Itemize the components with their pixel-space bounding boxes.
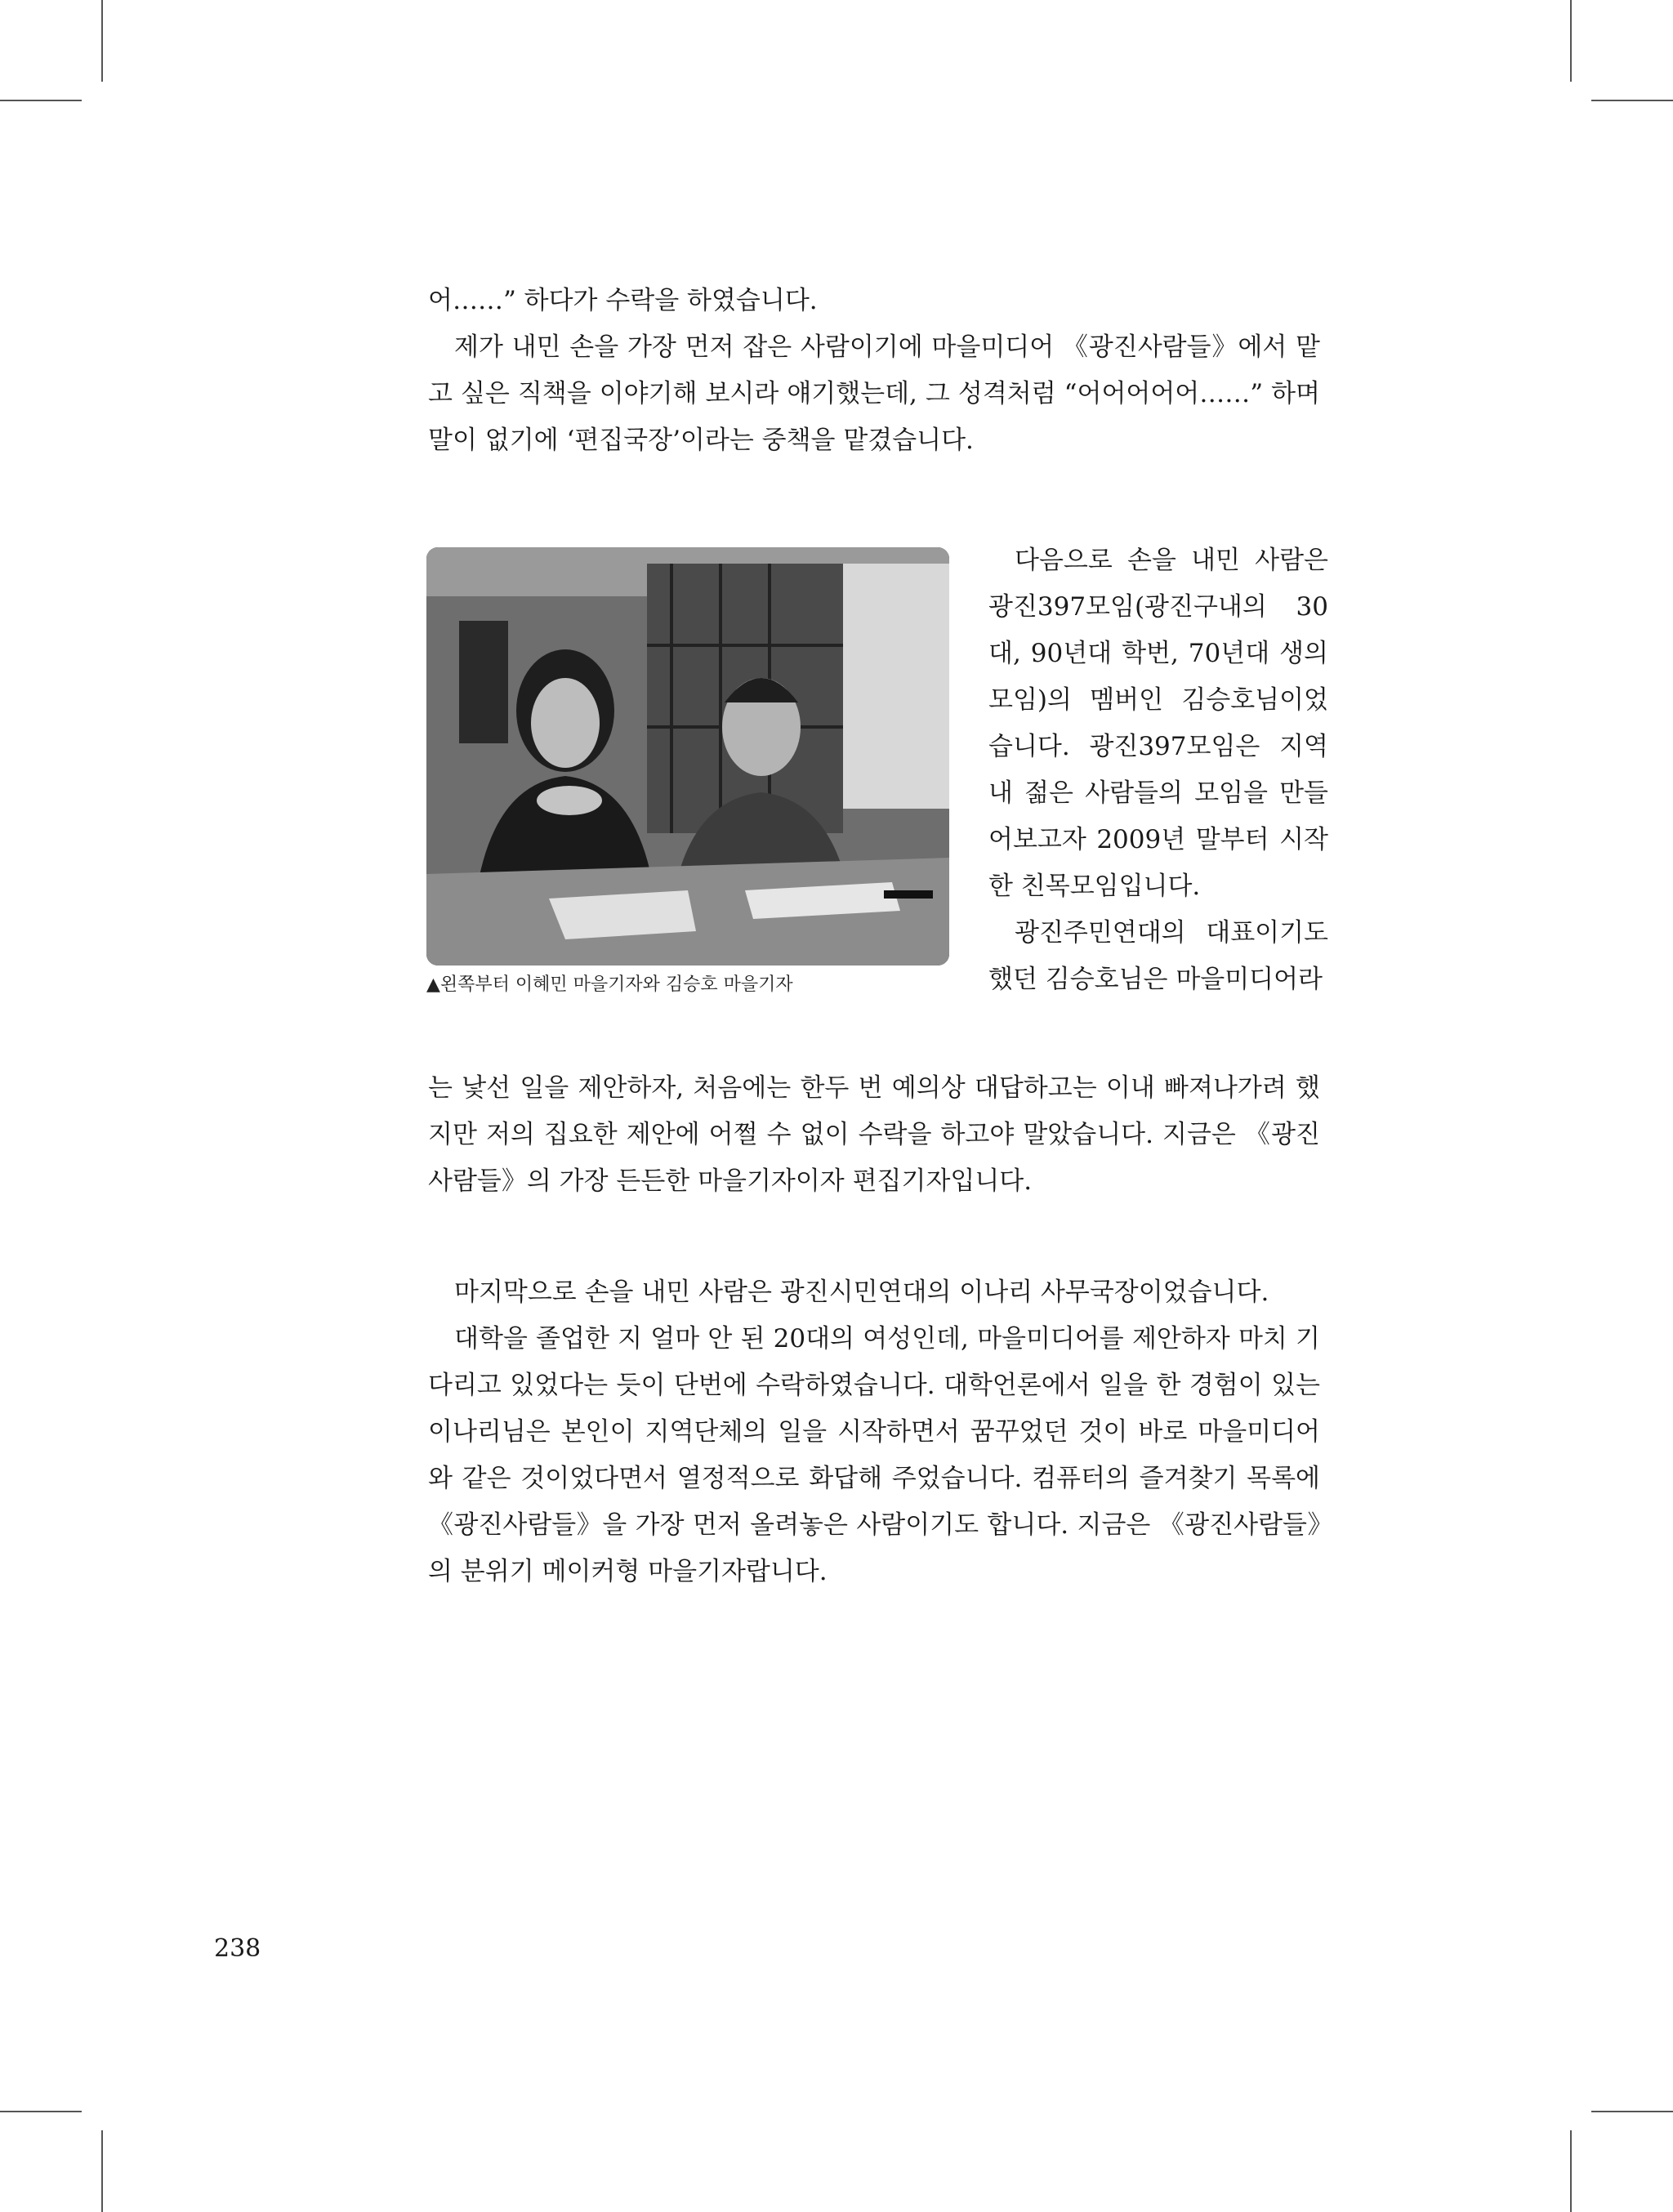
paragraph: 마지막으로 손을 내민 사람은 광진시민연대의 이나리 사무국장이었습니다. — [454, 1278, 1269, 1307]
crop-mark — [0, 2111, 82, 2112]
page-number: 238 — [214, 1934, 261, 1963]
top-text-block — [428, 278, 1320, 464]
crop-mark — [1591, 100, 1673, 101]
paragraph: 다음으로 손을 내민 사람은 광진397모임(광진구내의 30대, 90년대 학번, 70년대 생의 모임)의 멤버인 김승호님이었습니다. 광진397모임은 지역 내 젊은 사람들의 모임을 만들어보고자 2009년 말부터 시작한 친목모임입니다. — [988, 546, 1328, 901]
paragraph: 대학을 졸업한 지 얼마 안 된 20대의 여성인데, 마을미디어를 제안하자 마치 기다리고 있었다는 듯이 단번에 수락하였습니다. 대학언론에서 일을 한 경험이 있는 이나리님은 본인이 지역단체의 일을 시작하면서 꿈꾸었던 것이 바로 마을미디어와 같은 것이었다면서 열정적으로 화답해 주었습니다. 컴퓨터의 즐겨찾기 목록에 《광진사람들》을 가장 먼저 올려놓은 사람이기도 합니다. 지금은 《광진사람들》의 분위기 메이커형 마을기자랍니다. — [428, 1324, 1320, 1586]
photo-image — [426, 547, 949, 966]
crop-mark — [1591, 2111, 1673, 2112]
photo-caption: ▲왼쪽부터 이혜민 마을기자와 김승호 마을기자 — [426, 974, 793, 995]
paragraph: 광진주민연대의 대표이기도 했던 김승호님은 마을미디어라 — [988, 918, 1328, 994]
crop-mark — [1570, 0, 1572, 82]
crop-mark — [101, 2130, 103, 2212]
side-text-block — [988, 537, 1328, 1003]
bottom-text-block — [428, 1269, 1320, 1595]
continued-text-block — [428, 1065, 1320, 1205]
paragraph: 제가 내민 손을 가장 먼저 잡은 사람이기에 마을미디어 《광진사람들》에서 맡고 싶은 직책을 이야기해 보시라 얘기했는데, 그 성격처럼 “어어어어어……” 하며 말이 없기에 ‘편집국장’이라는 중책을 맡겼습니다. — [428, 332, 1320, 455]
crop-mark — [0, 100, 82, 101]
paragraph: 어……” 하다가 수락을 하였습니다. — [428, 286, 818, 315]
crop-mark — [101, 0, 103, 82]
photo — [426, 547, 949, 966]
paragraph: 는 낯선 일을 제안하자, 처음에는 한두 번 예의상 대답하고는 이내 빠져나가려 했지만 저의 집요한 제안에 어쩔 수 없이 수락을 하고야 말았습니다. 지금은 《광진사람들》의 가장 든든한 마을기자이자 편집기자입니다. — [428, 1073, 1320, 1196]
crop-mark — [1570, 2130, 1572, 2212]
